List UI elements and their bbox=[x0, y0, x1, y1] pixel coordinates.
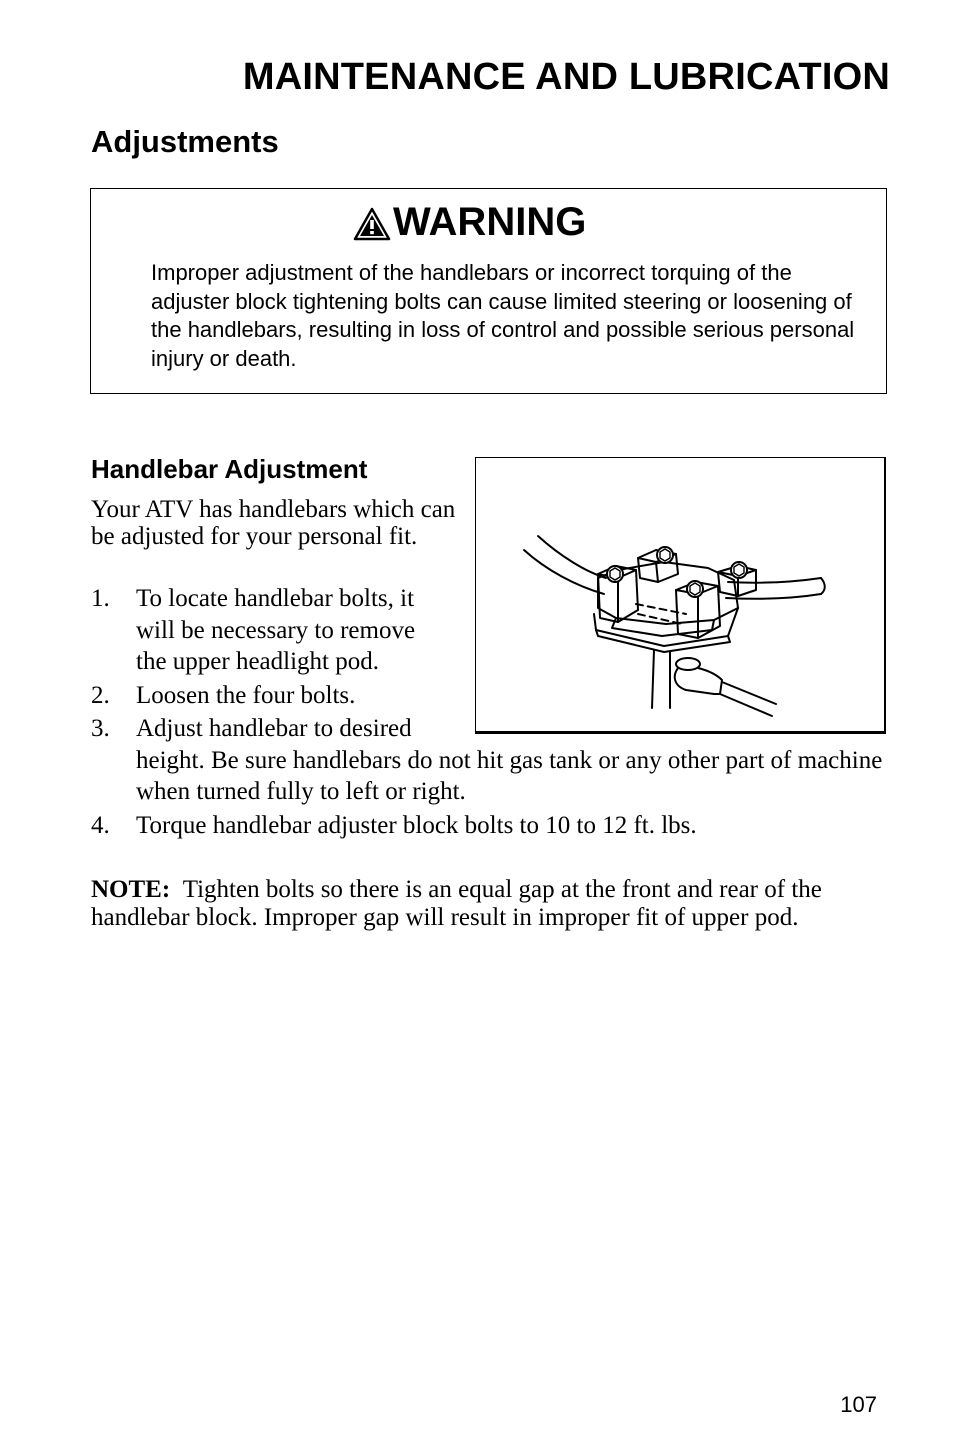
note-text: Tighten bolts so there is an equal gap at the front and rear of the handlebar block. Improper gap will result in improper fit of upper pod. bbox=[91, 876, 822, 931]
section-title: Adjustments bbox=[91, 124, 279, 159]
warning-heading bbox=[353, 199, 586, 245]
step-text: To locate handlebar bolts, it will be necessary to remove the upper headlight pod. bbox=[136, 585, 416, 675]
warning-heading-text: WARNING bbox=[393, 200, 587, 244]
list-item bbox=[91, 713, 891, 808]
handlebar-adjustment-title: Handlebar Adjustment bbox=[91, 454, 368, 484]
warning-triangle-icon bbox=[353, 207, 391, 241]
note-label: NOTE: bbox=[91, 876, 183, 903]
steps-list bbox=[91, 583, 891, 841]
step-text: Torque handlebar adjuster block bolts to 10 to 12 ft. lbs. bbox=[136, 811, 697, 839]
warning-text: Improper adjustment of the handlebars or incorrect torquing of the adjuster block tightening bolts can cause limited steering or loosening of the handlebars, resulting in loss of control and possible serious personal injury or death. bbox=[151, 260, 855, 371]
step-number: 3. bbox=[91, 715, 110, 742]
step-number: 2. bbox=[91, 681, 110, 709]
list-item bbox=[91, 583, 448, 678]
intro-paragraph: Your ATV has handlebars which can be adjusted for your personal fit. bbox=[91, 496, 456, 550]
warning-box bbox=[90, 188, 887, 394]
step-number: 4. bbox=[91, 811, 110, 839]
list-item bbox=[91, 810, 891, 842]
page-number: 107 bbox=[840, 1392, 877, 1417]
step-text: Loosen the four bolts. bbox=[136, 681, 356, 709]
chapter-title: MAINTENANCE AND LUBRICATION bbox=[242, 56, 890, 98]
step-text: height. Be sure handlebars do not hit gas tank or any other part of machine when turned fully to left or right. bbox=[136, 746, 883, 805]
step-text-first-line: Adjust handlebar to desired bbox=[136, 715, 412, 742]
note-paragraph bbox=[91, 876, 881, 931]
list-item bbox=[91, 680, 891, 712]
step-number: 1. bbox=[91, 585, 110, 612]
